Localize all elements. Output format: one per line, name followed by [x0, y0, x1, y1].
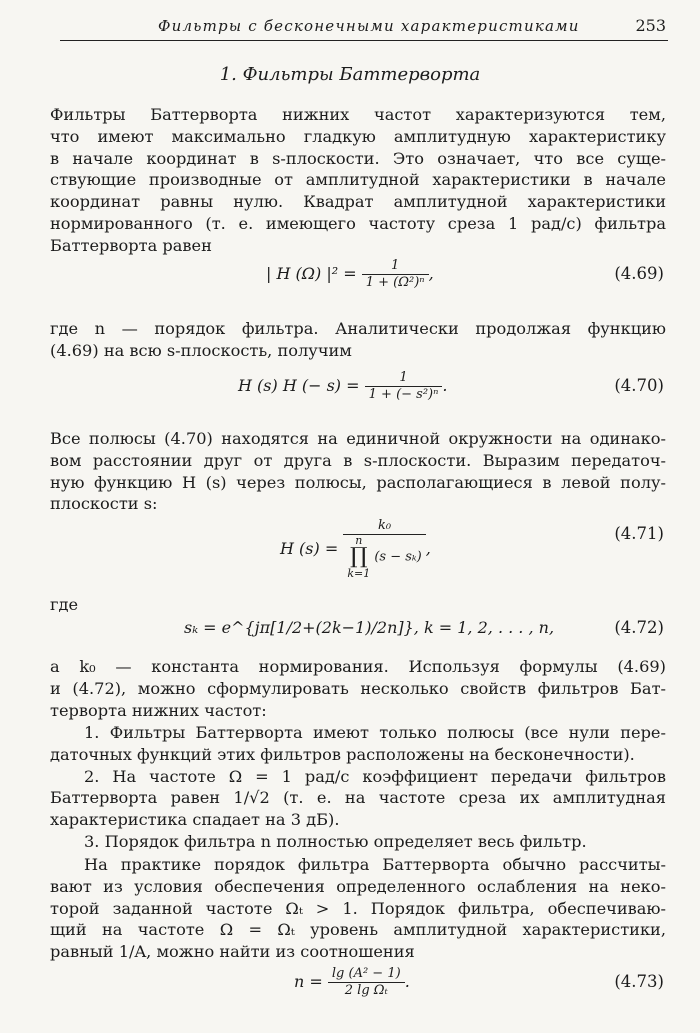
eq-fraction — [343, 518, 425, 579]
text-line: вают из условия обеспечения определенного ослабления на неко- — [50, 876, 666, 896]
list-item-line: характеристика спадает на 3 дБ). — [50, 810, 340, 830]
eq-denominator: 1 + (− s²)ⁿ — [368, 387, 439, 402]
eq-lhs: H (s) = — [280, 539, 339, 558]
text-line: торой заданной частоте Ωₜ > 1. Порядок фильтра, обеспечиваю- — [50, 898, 666, 918]
text-line: в начале координат в s-плоскости. Это означает, что все суще- — [50, 148, 666, 168]
product-symbol: ∏ — [350, 544, 368, 569]
eq-numerator: 1 — [362, 258, 429, 275]
text-line: где — [50, 595, 79, 614]
text-line: где n — порядок фильтра. Аналитически продолжая функцию — [50, 319, 666, 338]
text-line: Фильтры Баттерворта нижних частот характеризуются тем, — [50, 105, 666, 124]
equation-4-73 — [50, 966, 666, 1006]
equation-number: (4.70) — [614, 376, 664, 395]
eq-denominator — [343, 535, 425, 579]
where-word — [50, 594, 666, 616]
text-line: нормированного (т. е. имеющего частоту среза 1 рад/с) фильтра — [50, 213, 666, 233]
eq-numerator: 1 — [365, 370, 443, 387]
equation-4-72 — [50, 614, 666, 654]
text-line: вом расстоянии друг от друга в s-плоскости. Выразим передаточ- — [50, 450, 666, 470]
text-line: равный 1/A, можно найти из соотношения — [50, 942, 415, 962]
text-line: терворта нижних частот: — [50, 700, 267, 720]
text-line: а k₀ — константа нормирования. Используя формулы (4.69) — [50, 657, 666, 676]
text-line: щий на частоте Ω = Ωₜ уровень амплитудной характеристики, — [50, 920, 666, 940]
paragraph-poles — [50, 428, 666, 515]
text-line: (4.69) на всю s-плоскость, получим — [50, 340, 352, 360]
equation-4-69 — [50, 258, 666, 298]
eq-punct: . — [404, 972, 410, 991]
eq-lhs: | H (Ω) |² = — [266, 264, 357, 283]
list-item-line: 3. Порядок фильтра n полностью определяет весь фильтр. — [84, 831, 587, 851]
eq-denominator: 2 lg Ωₜ — [344, 983, 388, 998]
product-upper-limit: n — [355, 534, 363, 547]
text-line: Баттерворта равен — [50, 235, 212, 255]
running-header — [60, 14, 668, 41]
text-line: ствующие производные от амплитудной характеристики в начале — [50, 170, 666, 190]
list-item-line: 2. На частоте Ω = 1 рад/с коэффициент передачи фильтров — [84, 766, 666, 786]
eq-fraction — [362, 258, 429, 291]
page-number: 253 — [635, 16, 666, 35]
eq-lhs: n = — [294, 972, 323, 991]
text-line: Все полюсы (4.70) находятся на единичной окружности на одинако- — [50, 429, 666, 448]
equation-number: (4.69) — [614, 264, 664, 283]
product-operator — [347, 535, 370, 579]
equation-4-71 — [50, 514, 666, 584]
text-line: ную функцию H (s) через полюсы, располагающиеся в левой полу- — [50, 472, 666, 492]
text-line: и (4.72), можно сформулировать несколько свойств фильтров Бат- — [50, 678, 666, 698]
equation-number: (4.72) — [614, 618, 664, 637]
list-item-line: даточных функций этих фильтров расположены на бесконечности). — [50, 744, 635, 764]
section-title: 1. Фильтры Баттерворта — [219, 64, 481, 85]
text-line: что имеют максимально гладкую амплитудную характеристику — [50, 126, 666, 146]
text-line: плоскости s: — [50, 494, 158, 514]
eq-fraction — [328, 966, 405, 999]
paragraph-practice — [50, 854, 666, 963]
eq-numerator: lg (A² − 1) — [328, 966, 405, 983]
eq-fraction — [365, 370, 443, 403]
text-line: На практике порядок фильтра Баттерворта обычно рассчиты- — [84, 855, 666, 874]
list-item-line: 1. Фильтры Баттерворта имеют только полюсы (все нули пере- — [84, 723, 666, 742]
equation-4-70 — [50, 370, 666, 410]
eq-numerator: k₀ — [343, 518, 425, 535]
eq-expression: sₖ = e^{jπ[1/2+(2k−1)/2n]}, k = 1, 2, . . . , n, — [184, 618, 555, 637]
eq-punct: , — [425, 539, 431, 558]
equation-number: (4.73) — [614, 972, 664, 991]
eq-denominator: 1 + (Ω²)ⁿ — [365, 275, 425, 290]
eq-lhs: H (s) H (− s) = — [238, 376, 360, 395]
text-line: координат равны нулю. Квадрат амплитудной характеристики — [50, 192, 666, 212]
list-item-line: Баттерворта равен 1/√2 (т. е. на частоте среза их амплитудная — [50, 788, 666, 808]
paragraph-properties — [50, 656, 666, 721]
equation-number: (4.71) — [614, 524, 664, 543]
property-list — [50, 722, 666, 853]
running-title: Фильтры с бесконечными характеристиками — [158, 17, 580, 35]
eq-punct: , — [428, 264, 434, 283]
eq-punct: . — [442, 376, 448, 395]
product-lower-limit: k=1 — [347, 567, 371, 580]
product-term: (s − sₖ) — [374, 549, 422, 565]
paragraph-intro — [50, 104, 666, 257]
paragraph-continuation — [50, 318, 666, 362]
